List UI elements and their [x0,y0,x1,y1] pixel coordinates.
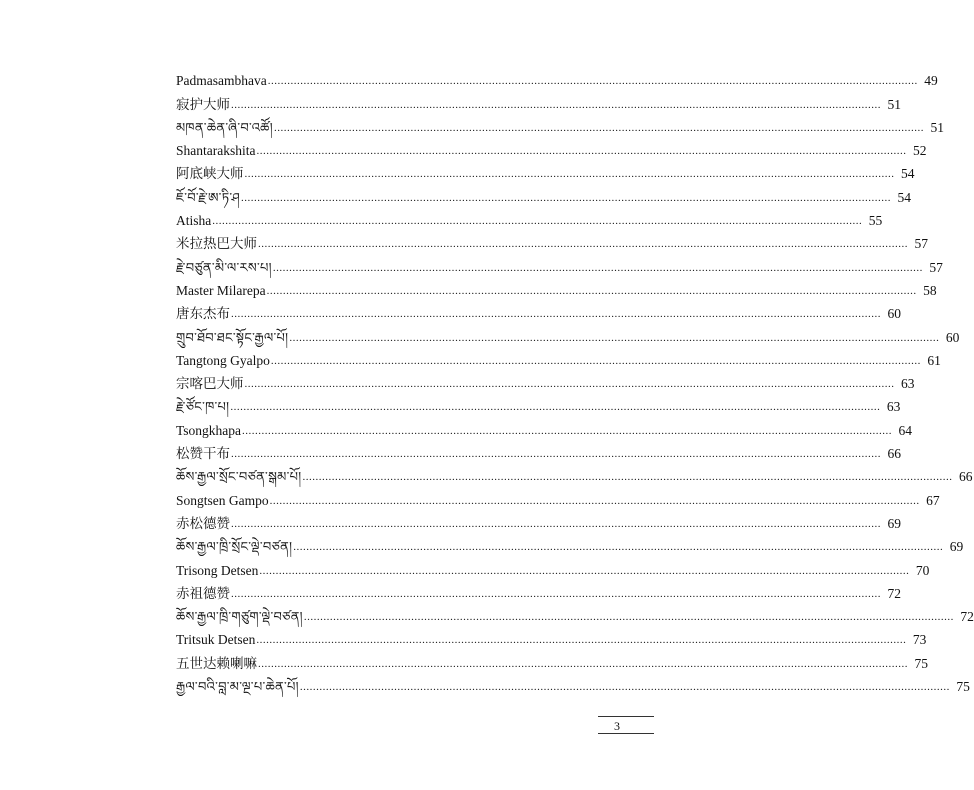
toc-entry-title: 寂护大师 [176,96,230,112]
toc-leader-dots: ........................................................................................................................................................................................................ [242,424,893,437]
toc-entry-title: ཇོ་བོ་རྗེ་ཨ་ཏི་ཤ [176,189,241,205]
toc-entry-page-number: 54 [901,166,915,182]
toc-entry-page-number: 60 [945,329,960,345]
toc-leader-dots: ........................................................................................................................................................................................................ [231,448,881,461]
toc-leader-dots: ........................................................................................................................................................................................................ [302,471,953,484]
toc-leader-dots: ........................................................................................................................................................................................................ [270,354,921,367]
toc-entry [176,603,974,626]
toc-entry [176,160,915,183]
toc-entry-page-number: 61 [927,352,941,368]
toc-entry-title: 阿底峡大师 [176,166,244,182]
toc-entry-page-number: 57 [929,259,943,275]
toc-leader-dots: ........................................................................................................................................................................................................ [272,261,923,274]
toc-entry-title: 米拉热巴大师 [176,236,257,252]
toc-entry-title: Tsongkhapa [176,422,242,438]
toc-leader-dots: ........................................................................................................................................................................................................ [269,494,920,507]
toc-leader-dots: ........................................................................................................................................................................................................ [230,401,881,414]
toc-entry [176,463,973,486]
toc-leader-dots: ........................................................................................................................................................................................................ [303,611,954,624]
toc-entry [176,277,937,300]
toc-leader-dots: ........................................................................................................................................................................................................ [267,75,918,88]
toc-entry-title: Shantarakshita [176,143,256,159]
toc-entry-page-number: 66 [958,469,973,485]
toc-entry-title: 松赞干布 [176,446,230,462]
toc-entry-title: 五世达赖喇嘛 [176,655,257,671]
toc-entry-title: 赤祖德赞 [176,585,230,601]
toc-entry-page-number: 60 [887,306,901,322]
toc-entry-page-number: 73 [912,632,927,648]
toc-entry [176,323,960,346]
toc-leader-dots: ........................................................................................................................................................................................................ [231,587,881,600]
toc-entry-title: གྲུབ་ཐོབ་ཐང་སྟོང་རྒྱལ་པོ། [176,329,289,345]
toc-entry [176,416,913,439]
toc-entry-title: མཁན་ཆེན་ཞི་བ་འཚོ། [176,119,273,135]
toc-leader-dots: ........................................................................................................................................................................................................ [231,308,881,321]
toc-entry-page-number: 52 [912,143,927,159]
toc-entry [176,137,927,160]
toc-entry-page-number: 57 [914,236,928,252]
toc-entry-page-number: 72 [887,585,901,601]
toc-entry-title: རྗེ་ཙོང་ཁ་པ། [176,399,230,415]
toc-entry-title: ཆོས་རྒྱལ་སྲོང་བཙན་སྒམ་པོ། [176,469,302,485]
toc-entry [176,486,940,509]
toc-entry-title: Tangtong Gyalpo [176,352,270,368]
toc-entry [176,556,930,579]
toc-leader-dots: ........................................................................................................................................................................................................ [244,378,895,391]
toc-entry [176,114,944,137]
toc-leader-dots: ........................................................................................................................................................................................................ [266,284,917,297]
toc-entry [176,440,901,463]
toc-entry-page-number: 64 [898,422,913,438]
toc-entry [176,626,927,649]
toc-entry-title: ཆོས་རྒྱལ་ཁྲི་སྲོང་ལྡེ་བཙན། [176,539,293,555]
toc-leader-dots: ........................................................................................................................................................................................................ [231,517,881,530]
toc-leader-dots: ........................................................................................................................................................................................................ [259,564,910,577]
toc-entry-title: Trisong Detsen [176,562,259,578]
toc-entry-page-number: 67 [926,492,940,508]
toc-entry-title: Songtsen Gampo [176,492,269,508]
toc-entry [176,67,938,90]
toc-entry [176,510,901,533]
toc-entry-title: Master Milarepa [176,282,266,298]
toc-leader-dots: ........................................................................................................................................................................................................ [258,238,908,251]
toc-entry [176,370,915,393]
toc-entry [176,673,970,696]
toc-leader-dots: ........................................................................................................................................................................................................ [258,657,908,670]
toc-leader-dots: ........................................................................................................................................................................................................ [244,168,895,181]
toc-entry-title: རྗེ་བཙུན་མི་ལ་རས་པ། [176,259,272,275]
toc-entry [176,300,901,323]
toc-entry-title: རྒྱལ་བའི་བླ་མ་ལྔ་པ་ཆེན་པོ། [176,679,299,695]
toc-entry-page-number: 58 [923,282,937,298]
toc-entry-title: 唐东杰布 [176,306,230,322]
toc-entry [176,183,912,206]
toc-entry-page-number: 75 [914,655,928,671]
toc-entry [176,90,901,113]
toc-entry-page-number: 51 [930,119,944,135]
toc-entry [176,207,883,230]
toc-leader-dots: ........................................................................................................................................................................................................ [256,145,907,158]
toc-entry [176,580,901,603]
toc-entry-page-number: 66 [887,446,901,462]
toc-leader-dots: ........................................................................................................................................................................................................ [212,215,863,228]
toc-entry-page-number: 75 [956,679,970,695]
toc-entry-title: 宗喀巴大师 [176,376,244,392]
toc-entry [176,649,928,672]
toc-leader-dots: ........................................................................................................................................................................................................ [256,634,907,647]
toc-entry-page-number: 54 [897,189,912,205]
toc-entry-page-number: 70 [915,562,930,578]
toc-entry-page-number: 51 [887,96,901,112]
toc-leader-dots: ........................................................................................................................................................................................................ [289,331,940,344]
toc-entry-title: Padmasambhava [176,73,267,89]
toc-entry-title: Tritsuk Detsen [176,632,256,648]
toc-entry-page-number: 55 [868,213,883,229]
toc-entry-page-number: 63 [886,399,901,415]
toc-leader-dots: ........................................................................................................................................................................................................ [293,541,944,554]
toc-entry-title: Atisha [176,213,212,229]
toc-entry [176,230,928,253]
toc-entry [176,393,901,416]
toc-entry-page-number: 69 [949,539,964,555]
table-of-contents [176,67,974,696]
toc-leader-dots: ........................................................................................................................................................................................................ [299,681,950,694]
toc-entry-page-number: 72 [960,609,974,625]
toc-leader-dots: ........................................................................................................................................................................................................ [231,98,881,111]
toc-entry-title: 赤松德赞 [176,515,230,531]
toc-entry-page-number: 49 [924,73,938,89]
toc-entry [176,347,941,370]
toc-entry-page-number: 69 [887,515,901,531]
toc-entry [176,253,943,276]
toc-entry [176,533,964,556]
toc-entry-page-number: 63 [901,376,915,392]
toc-leader-dots: ........................................................................................................................................................................................................ [241,191,892,204]
page-number: 3 [598,716,654,734]
toc-entry-title: ཆོས་རྒྱལ་ཁྲི་གཙུག་ལྡེ་བཙན། [176,609,303,625]
toc-leader-dots: ........................................................................................................................................................................................................ [273,121,924,134]
